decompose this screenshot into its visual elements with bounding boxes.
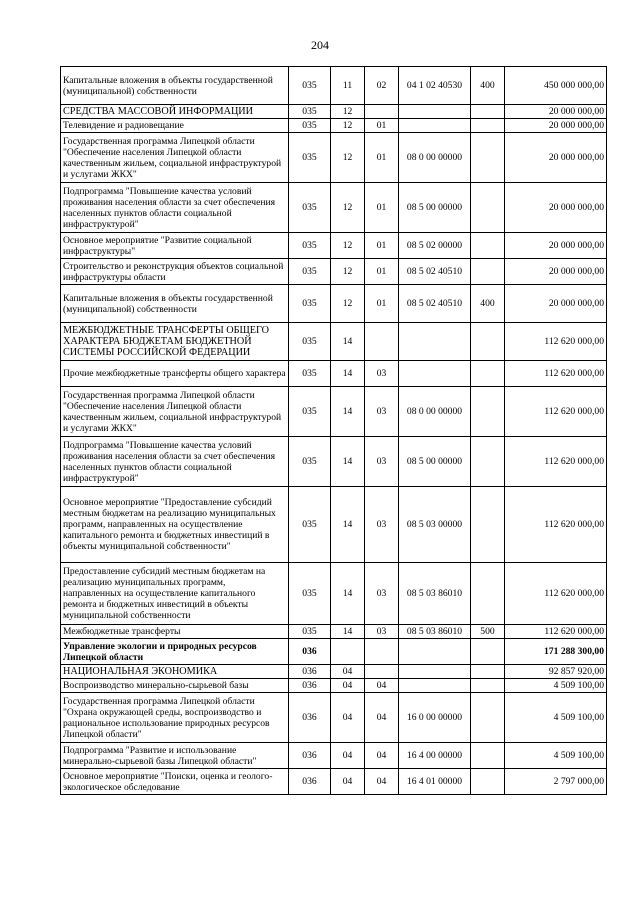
- amount-cell: 112 620 000,00: [505, 437, 607, 487]
- budget-table: [60, 66, 607, 795]
- ministry-code-cell: 035: [289, 487, 331, 563]
- item-name-cell: Подпрограмма "Развитие и использование минерально-сырьевой базы Липецкой области": [61, 743, 289, 769]
- item-name-cell: Государственная программа Липецкой области "Обеспечение населения Липецкой области качественным жильем, социальной инфраструктурой и услугами ЖКХ": [61, 387, 289, 437]
- item-name-cell: НАЦИОНАЛЬНАЯ ЭКОНОМИКА: [61, 665, 289, 679]
- ministry-code-cell: 035: [289, 437, 331, 487]
- expense-type-cell: [471, 679, 505, 693]
- expense-type-cell: [471, 563, 505, 625]
- expense-type-cell: [471, 361, 505, 387]
- expense-type-cell: [471, 487, 505, 563]
- subsection-code-cell: 03: [365, 437, 399, 487]
- subsection-code-cell: 04: [365, 769, 399, 795]
- expense-type-cell: [471, 437, 505, 487]
- table-row: [61, 119, 607, 133]
- section-code-cell: 12: [331, 183, 365, 233]
- subsection-code-cell: 03: [365, 625, 399, 639]
- target-article-cell: 08 5 03 86010: [399, 625, 471, 639]
- target-article-cell: [399, 119, 471, 133]
- target-article-cell: 04 1 02 40530: [399, 67, 471, 105]
- item-name-cell: Капитальные вложения в объекты государственной (муниципальной) собственности: [61, 67, 289, 105]
- item-name-cell: Телевидение и радиовещание: [61, 119, 289, 133]
- item-name-cell: Предоставление субсидий местным бюджетам на реализацию муниципальных программ, направленных на осуществление капитального ремонта и бюджетных инвестиций в объекты муниципальной собственности: [61, 563, 289, 625]
- amount-cell: 112 620 000,00: [505, 323, 607, 361]
- item-name-cell: Строительство и реконструкция объектов социальной инфраструктуры области: [61, 259, 289, 285]
- subsection-code-cell: 01: [365, 285, 399, 323]
- ministry-code-cell: 035: [289, 119, 331, 133]
- table-row: [61, 285, 607, 323]
- amount-cell: 4 509 100,00: [505, 743, 607, 769]
- section-code-cell: 04: [331, 665, 365, 679]
- amount-cell: 112 620 000,00: [505, 625, 607, 639]
- subsection-code-cell: [365, 665, 399, 679]
- item-name-cell: Основное мероприятие "Поиски, оценка и геолого-экологическое обследование: [61, 769, 289, 795]
- table-row: [61, 679, 607, 693]
- amount-cell: 4 509 100,00: [505, 679, 607, 693]
- subsection-code-cell: [365, 105, 399, 119]
- amount-cell: 2 797 000,00: [505, 769, 607, 795]
- section-code-cell: 14: [331, 437, 365, 487]
- amount-cell: 92 857 920,00: [505, 665, 607, 679]
- expense-type-cell: [471, 183, 505, 233]
- ministry-code-cell: 035: [289, 625, 331, 639]
- section-code-cell: 04: [331, 679, 365, 693]
- table-row: [61, 233, 607, 259]
- page-number: 204: [311, 38, 329, 52]
- expense-type-cell: [471, 639, 505, 665]
- target-article-cell: 08 0 00 00000: [399, 387, 471, 437]
- target-article-cell: 08 5 03 86010: [399, 563, 471, 625]
- subsection-code-cell: 03: [365, 563, 399, 625]
- amount-cell: 171 288 300,00: [505, 639, 607, 665]
- section-code-cell: 12: [331, 233, 365, 259]
- amount-cell: 112 620 000,00: [505, 563, 607, 625]
- ministry-code-cell: 036: [289, 693, 331, 743]
- subsection-code-cell: 03: [365, 487, 399, 563]
- target-article-cell: [399, 361, 471, 387]
- target-article-cell: 16 0 00 00000: [399, 693, 471, 743]
- section-code-cell: 14: [331, 323, 365, 361]
- section-code-cell: 11: [331, 67, 365, 105]
- section-code-cell: 14: [331, 563, 365, 625]
- expense-type-cell: [471, 665, 505, 679]
- target-article-cell: [399, 679, 471, 693]
- section-code-cell: 12: [331, 119, 365, 133]
- expense-type-cell: [471, 105, 505, 119]
- section-code-cell: 04: [331, 693, 365, 743]
- target-article-cell: 16 4 00 00000: [399, 743, 471, 769]
- item-name-cell: МЕЖБЮДЖЕТНЫЕ ТРАНСФЕРТЫ ОБЩЕГО ХАРАКТЕРА БЮДЖЕТАМ БЮДЖЕТНОЙ СИСТЕМЫ РОССИЙСКОЙ ФЕДЕРАЦИИ: [61, 323, 289, 361]
- expense-type-cell: [471, 259, 505, 285]
- expense-type-cell: [471, 693, 505, 743]
- subsection-code-cell: 01: [365, 133, 399, 183]
- ministry-code-cell: 035: [289, 183, 331, 233]
- expense-type-cell: 400: [471, 67, 505, 105]
- target-article-cell: 08 5 02 40510: [399, 285, 471, 323]
- section-code-cell: 04: [331, 743, 365, 769]
- amount-cell: 20 000 000,00: [505, 285, 607, 323]
- subsection-code-cell: 03: [365, 387, 399, 437]
- target-article-cell: 16 4 01 00000: [399, 769, 471, 795]
- ministry-code-cell: 035: [289, 259, 331, 285]
- expense-type-cell: [471, 769, 505, 795]
- item-name-cell: Капитальные вложения в объекты государственной (муниципальной) собственности: [61, 285, 289, 323]
- item-name-cell: Государственная программа Липецкой области "Охрана окружающей среды, воспроизводство и рациональное использование природных ресурсов Липецкой области": [61, 693, 289, 743]
- ministry-code-cell: 035: [289, 563, 331, 625]
- ministry-code-cell: 035: [289, 233, 331, 259]
- section-code-cell: 14: [331, 387, 365, 437]
- table-row: [61, 105, 607, 119]
- ministry-code-cell: 035: [289, 67, 331, 105]
- ministry-code-cell: 035: [289, 361, 331, 387]
- amount-cell: 112 620 000,00: [505, 361, 607, 387]
- subsection-code-cell: 01: [365, 233, 399, 259]
- target-article-cell: [399, 323, 471, 361]
- subsection-code-cell: 03: [365, 361, 399, 387]
- table-row: [61, 639, 607, 665]
- target-article-cell: 08 0 00 00000: [399, 133, 471, 183]
- table-row: [61, 437, 607, 487]
- table-row: [61, 259, 607, 285]
- expense-type-cell: [471, 743, 505, 769]
- ministry-code-cell: 036: [289, 639, 331, 665]
- subsection-code-cell: 01: [365, 183, 399, 233]
- table-row: [61, 743, 607, 769]
- table-row: [61, 67, 607, 105]
- section-code-cell: 14: [331, 625, 365, 639]
- table-row: [61, 769, 607, 795]
- table-row: [61, 625, 607, 639]
- section-code-cell: 12: [331, 133, 365, 183]
- ministry-code-cell: 035: [289, 285, 331, 323]
- target-article-cell: 08 5 00 00000: [399, 183, 471, 233]
- amount-cell: 20 000 000,00: [505, 133, 607, 183]
- ministry-code-cell: 035: [289, 387, 331, 437]
- table-row: [61, 361, 607, 387]
- ministry-code-cell: 036: [289, 679, 331, 693]
- section-code-cell: 14: [331, 487, 365, 563]
- item-name-cell: СРЕДСТВА МАССОВОЙ ИНФОРМАЦИИ: [61, 105, 289, 119]
- item-name-cell: Государственная программа Липецкой области "Обеспечение населения Липецкой области качественным жильем, социальной инфраструктурой и услугами ЖКХ": [61, 133, 289, 183]
- expense-type-cell: [471, 323, 505, 361]
- subsection-code-cell: 04: [365, 693, 399, 743]
- amount-cell: 450 000 000,00: [505, 67, 607, 105]
- amount-cell: 20 000 000,00: [505, 259, 607, 285]
- table-row: [61, 323, 607, 361]
- subsection-code-cell: 04: [365, 743, 399, 769]
- section-code-cell: 12: [331, 259, 365, 285]
- subsection-code-cell: 01: [365, 119, 399, 133]
- expense-type-cell: [471, 233, 505, 259]
- table-row: [61, 563, 607, 625]
- table-row: [61, 487, 607, 563]
- item-name-cell: Подпрограмма "Повышение качества условий проживания населения области за счет обеспечения населенных пунктов области социальной инфраструктурой": [61, 183, 289, 233]
- table-row: [61, 387, 607, 437]
- section-code-cell: 12: [331, 105, 365, 119]
- expense-type-cell: [471, 133, 505, 183]
- expense-type-cell: 400: [471, 285, 505, 323]
- amount-cell: 112 620 000,00: [505, 387, 607, 437]
- ministry-code-cell: 036: [289, 769, 331, 795]
- target-article-cell: [399, 639, 471, 665]
- ministry-code-cell: 035: [289, 133, 331, 183]
- section-code-cell: 12: [331, 285, 365, 323]
- section-code-cell: 04: [331, 769, 365, 795]
- table-row: [61, 133, 607, 183]
- target-article-cell: [399, 665, 471, 679]
- item-name-cell: Подпрограмма "Повышение качества условий проживания населения области за счет обеспечения населенных пунктов области социальной инфраструктурой": [61, 437, 289, 487]
- item-name-cell: Основное мероприятие "Предоставление субсидий местным бюджетам на реализацию муниципальных программ, направленных на осуществление капитального ремонта и бюджетных инвестиций в объекты муниципальной собственности": [61, 487, 289, 563]
- item-name-cell: Основное мероприятие "Развитие социальной инфраструктуры": [61, 233, 289, 259]
- item-name-cell: Прочие межбюджетные трансферты общего характера: [61, 361, 289, 387]
- item-name-cell: Межбюджетные трансферты: [61, 625, 289, 639]
- amount-cell: 20 000 000,00: [505, 105, 607, 119]
- table-row: [61, 183, 607, 233]
- target-article-cell: 08 5 03 00000: [399, 487, 471, 563]
- subsection-code-cell: 02: [365, 67, 399, 105]
- ministry-code-cell: 035: [289, 323, 331, 361]
- expense-type-cell: [471, 387, 505, 437]
- amount-cell: 112 620 000,00: [505, 487, 607, 563]
- subsection-code-cell: 01: [365, 259, 399, 285]
- target-article-cell: 08 5 02 00000: [399, 233, 471, 259]
- budget-table-body: [61, 67, 607, 795]
- amount-cell: 20 000 000,00: [505, 119, 607, 133]
- amount-cell: 20 000 000,00: [505, 183, 607, 233]
- table-row: [61, 665, 607, 679]
- ministry-code-cell: 036: [289, 665, 331, 679]
- subsection-code-cell: [365, 639, 399, 665]
- subsection-code-cell: 04: [365, 679, 399, 693]
- item-name-cell: Управление экологии и природных ресурсов Липецкой области: [61, 639, 289, 665]
- expense-type-cell: [471, 119, 505, 133]
- target-article-cell: 08 5 00 00000: [399, 437, 471, 487]
- expense-type-cell: 500: [471, 625, 505, 639]
- table-row: [61, 693, 607, 743]
- target-article-cell: 08 5 02 40510: [399, 259, 471, 285]
- subsection-code-cell: [365, 323, 399, 361]
- ministry-code-cell: 036: [289, 743, 331, 769]
- section-code-cell: 14: [331, 361, 365, 387]
- ministry-code-cell: 035: [289, 105, 331, 119]
- amount-cell: 4 509 100,00: [505, 693, 607, 743]
- amount-cell: 20 000 000,00: [505, 233, 607, 259]
- target-article-cell: [399, 105, 471, 119]
- item-name-cell: Воспроизводство минерально-сырьевой базы: [61, 679, 289, 693]
- section-code-cell: [331, 639, 365, 665]
